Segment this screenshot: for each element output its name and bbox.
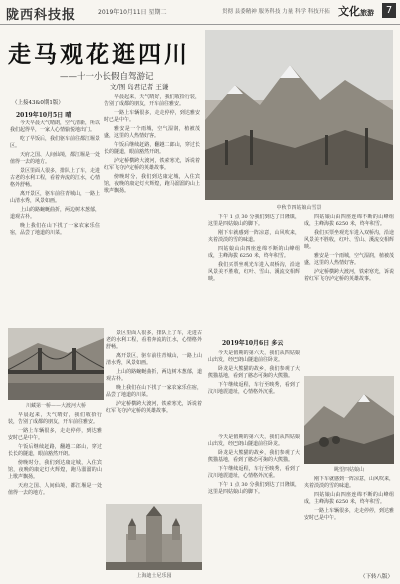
middle-column-text <box>104 94 200 326</box>
paragraph: 卧龙是大熊猫的故乡，我们参观了大熊猫基地，看到了憨态可掬的大熊猫。 <box>208 450 300 463</box>
paragraph: 一路上车辆很多，走走停停，到达雅安时已是中午。 <box>8 428 102 441</box>
paragraph: 泸定桥横跨大渡河，铁索寒光，诉说着红军飞夺泸定桥的英雄故事。 <box>104 158 200 171</box>
bottom-right-text <box>208 434 300 574</box>
masthead-slogan: 贯彻 县委精神 服务科技 力量 科学 科技开拓 <box>222 9 330 15</box>
paragraph: 雅安是一个雨城，空气湿润，植被茂盛，这里的人热情好客。 <box>104 126 200 139</box>
paragraph: 晚上我们在山下找了一家农家乐住宿，品尝了地道的川菜。 <box>10 223 100 236</box>
photo-caption-siguniang-view: 眺望四姑娘山 <box>333 467 364 473</box>
paragraph: 傍晚时分，我们到达康定城，入住宾馆，夜晚的康定灯火辉煌，跑马溜溜的山上歌声飘扬。 <box>104 174 200 194</box>
paragraph: 四姑娘山由四座连绵不断的山峰组成，主峰海拔 6250 米，终年积雪。 <box>304 492 394 505</box>
paragraph: 下午继续返程，车行至映秀，看到了汶川地震遗址，心情格外沉重。 <box>208 466 300 479</box>
newspaper-logo: 陇西科技报 <box>6 8 77 23</box>
article-subtitle: ——十一小长假自驾游记 <box>60 72 154 82</box>
paragraph: 我们买票坐观光车进入双桥沟，沿途风景美不胜收，红叶、雪山、溪流交相辉映。 <box>208 262 300 282</box>
paragraph: 傍晚时分，我们到达康定城，入住宾馆，夜晚的康定灯火辉煌，跑马溜溜的山上歌声飘扬。 <box>8 460 102 480</box>
paragraph: 我们买票坐观光车进入双桥沟，沿途风景美不胜收，红叶、雪山、溪流交相辉映。 <box>304 230 394 250</box>
article-headline: 走马观花逛四川 <box>8 41 190 68</box>
paragraph: 一路上车辆很多，走走停停，到达雅安时已是中午。 <box>104 110 200 123</box>
paragraph: 今天是假期的第六天，我们从四姑娘山出发，经巴朗山隧道前往卧龙。 <box>208 350 300 363</box>
paragraph: 雅安是一个雨城，空气湿润，植被茂盛，这里的人热情好客。 <box>304 253 394 266</box>
paragraph: 天府之国、人间仙境，都江堰是一处值得一去的地方。 <box>8 483 102 496</box>
paragraph: 上山的路蜿蜒曲折，两边树木葱郁，道观古朴。 <box>106 369 202 382</box>
paragraph: 四姑娘山由四座连绵不断的山峰组成，主峰海拔 6250 米，终年积雪。 <box>304 214 394 227</box>
paragraph: 下午 1 点 30 分我们到达了日隆镇，这里是四姑娘山的脚下。 <box>208 214 300 227</box>
section-title <box>338 3 374 19</box>
paragraph: 四姑娘山由四座连绵不断的山峰组成，主峰海拔 6250 米，终年积雪。 <box>208 246 300 259</box>
paragraph: 今天早晨大气晴朗，空气清新，所以我们起得早，一家人心情愉悦地出门。 <box>10 120 100 133</box>
photo-caption-snow-mountain: 中秋节四姑娘山雪景 <box>276 205 322 211</box>
continued-note: （下转八版） <box>360 574 394 580</box>
paragraph: 下午继续返程，车行至映秀，看到了汶川地震遗址，心情格外沉重。 <box>208 382 300 395</box>
article-byline: 文/图 岛君记者 王谦 <box>110 83 169 91</box>
paragraph: 下午 1 点 30 分我们到达了日隆镇，这里是四姑娘山的脚下。 <box>208 482 300 495</box>
paragraph: 景区里面人很多，排队上了车，走进古老的水利工程，看着奔流的江水，心情格外舒畅。 <box>10 168 100 188</box>
paragraph: 刚下车就感到一阵凉意，山风吹来，夹着淡淡的雪的味道。 <box>208 230 300 243</box>
paragraph: 吃了早饭后，我们驱车前往都江堰景区。 <box>10 136 100 149</box>
paragraph: 离开景区，驱车前往青城山，一路上山清水秀，风景如画。 <box>10 191 100 204</box>
bottom-far-right-text <box>304 476 394 568</box>
section-title-small: 旅游 <box>360 8 374 17</box>
paragraph: 今天是假期的第六天，我们从四姑娘山出发，经巴朗山隧道前往卧龙。 <box>208 434 300 447</box>
far-right-column-text <box>304 214 394 374</box>
photo-caption-dadu-bridge: 川藏第一桥——大渡河大桥 <box>25 403 86 409</box>
photo-caption-castle: 上海迪士尼乐园 <box>136 573 172 579</box>
paragraph: 早晨起来，天气晴好，我们收拾行装，告别了成都的朋友，开车前往雅安。 <box>8 412 102 425</box>
photo-dadu-bridge <box>8 328 104 400</box>
paragraph: 午饭后继续赶路，翻越二郎山，穿过长长的隧道，眼前豁然开朗。 <box>104 142 200 155</box>
paragraph: 晚上我们在山下找了一家农家乐住宿，品尝了地道的川菜。 <box>106 385 202 398</box>
middle-lower-text <box>106 330 202 500</box>
paragraph: 天府之国、人间仙境，都江堰是一处值得一去的地方。 <box>10 152 100 165</box>
issue-date: 2019年10月11日 星期二 <box>98 9 167 16</box>
paragraph: 离开景区，驱车前往青城山，一路上山清水秀，风景如画。 <box>106 353 202 366</box>
right-date-heading: 2019年10月6日 多云 <box>222 340 284 347</box>
section-title-large: 文化 <box>338 5 360 18</box>
paragraph: 午饭后继续赶路，翻越二郎山，穿过长长的隧道，眼前豁然开朗。 <box>8 444 102 457</box>
bottom-left-text <box>8 412 102 578</box>
left-column-text <box>10 120 100 326</box>
photo-siguniang-view <box>304 376 394 464</box>
paragraph: 泸定桥横跨大渡河，铁索寒光，诉说着红军飞夺泸定桥的英雄故事。 <box>106 401 202 414</box>
paragraph: 泸定桥横跨大渡河，铁索寒光，诉说着红军飞夺泸定桥的英雄故事。 <box>304 269 394 282</box>
paragraph: 卧龙是大熊猫的故乡，我们参观了大熊猫基地，看到了憨态可掬的大熊猫。 <box>208 366 300 379</box>
paragraph: 一路上车辆很多，走走停停，到达雅安时已是中午。 <box>304 508 394 521</box>
paragraph: 刚下车就感到一阵凉意，山风吹来，夹着淡淡的雪的味道。 <box>304 476 394 489</box>
photo-castle <box>106 504 202 570</box>
paragraph: 上山的路蜿蜒曲折，两边树木葱郁，道观古朴。 <box>10 207 100 220</box>
left-date-heading: 2019年10月5日 晴 <box>16 112 72 119</box>
paragraph: 景区里面人很多，排队上了车，走进古老的水利工程，看着奔流的江水，心情格外舒畅。 <box>106 330 202 350</box>
page-number: 7 <box>382 3 396 18</box>
right-column-text-2 <box>208 350 300 430</box>
photo-snow-mountain <box>205 30 393 200</box>
right-column-text <box>208 214 300 334</box>
series-note: （上接43&0期1版） <box>12 100 64 106</box>
paragraph: 早晨起来，天气晴好，我们收拾行装，告别了成都的朋友，开车前往雅安。 <box>104 94 200 107</box>
